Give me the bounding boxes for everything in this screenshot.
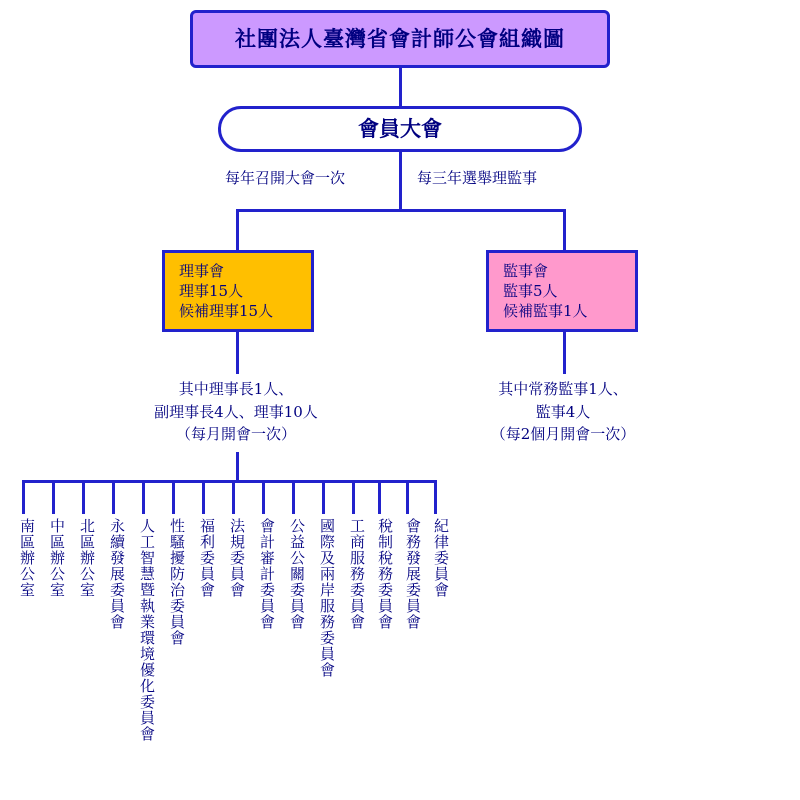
connector-committee-stem [202, 480, 205, 514]
connector-board-down [236, 332, 239, 374]
board-note-line-3: （每月開會一次） [175, 425, 296, 443]
committee-label-welfare: 福利委員會 [198, 518, 216, 598]
committee-label-international: 國際及兩岸服務委員會 [318, 518, 336, 678]
connector-committee-stem [434, 480, 437, 514]
node-board-of-directors [162, 250, 314, 332]
committee-label-public-relations: 公益公關委員會 [288, 518, 306, 630]
connector-committee-stem [142, 480, 145, 514]
committee-label-south-office: 南區辦公室 [18, 518, 36, 598]
committee-label-sustainability: 永續發展委員會 [108, 518, 126, 630]
connector-committee-stem [292, 480, 295, 514]
supervisors-note-line-3: （每2個月開會一次） [490, 425, 636, 443]
supervisor-line-1: 監事會 [503, 261, 549, 280]
supervisors-note-line-2: 監事4人 [535, 402, 591, 421]
connector-to-board [236, 209, 239, 250]
supervisor-line-2: 監事5人 [503, 281, 558, 300]
chart-title [190, 10, 610, 68]
connector-committee-stem [22, 480, 25, 514]
edge-label-left: 每年召開大會一次 [225, 169, 346, 187]
connector-committee-stem [406, 480, 409, 514]
connector-committee-stem [378, 480, 381, 514]
connector-supervisors-down [563, 332, 566, 374]
general-assembly-label: 會員大會 [358, 115, 442, 141]
supervisors-note-line-1: 其中常務監事1人、 [498, 380, 628, 398]
committee-label-affairs-development: 會務發展委員會 [404, 518, 422, 630]
committee-label-discipline: 紀律委員會 [432, 518, 450, 598]
committee-label-north-office: 北區辦公室 [78, 518, 96, 598]
supervisors-note [463, 378, 663, 446]
connector-committee-stem [262, 480, 265, 514]
committee-label-business-service: 工商服務委員會 [348, 518, 366, 630]
board-line-2: 理事15人 [179, 281, 244, 300]
connector-to-supervisors [563, 209, 566, 250]
board-note [136, 378, 336, 446]
supervisor-line-3: 候補監事1人 [503, 302, 588, 321]
connector-assembly-down [399, 152, 402, 212]
connector-committee-stem [322, 480, 325, 514]
connector-committee-stem [112, 480, 115, 514]
edge-label-right: 每三年選舉理監事 [417, 169, 538, 187]
connector-committee-stem [172, 480, 175, 514]
board-line-3: 候補理事15人 [179, 302, 274, 321]
committee-label-harassment: 性騷擾防治委員會 [168, 518, 186, 646]
connector-board-to-committees [236, 452, 239, 482]
board-line-1: 理事會 [179, 261, 225, 280]
connector-committee-stem [82, 480, 85, 514]
connector-committee-stem [352, 480, 355, 514]
committee-label-regulations: 法規委員會 [228, 518, 246, 598]
committee-label-tax: 稅制稅務委員會 [376, 518, 394, 630]
node-general-assembly [218, 106, 582, 152]
board-note-line-1: 其中理事長1人、 [178, 380, 294, 398]
connector-split-bar [236, 209, 566, 212]
committee-label-ai-practice: 人工智慧暨執業環境優化委員會 [138, 518, 156, 742]
committee-label-central-office: 中區辦公室 [48, 518, 66, 598]
committee-label-audit: 會計審計委員會 [258, 518, 276, 630]
node-board-of-supervisors [486, 250, 638, 332]
chart-title-text: 社團法人臺灣省會計師公會組織圖 [235, 25, 565, 51]
connector-title-to-assembly [399, 68, 402, 106]
connector-committee-stem [232, 480, 235, 514]
connector-committee-stem [52, 480, 55, 514]
board-note-line-2: 副理事長4人、理事10人 [154, 402, 318, 421]
